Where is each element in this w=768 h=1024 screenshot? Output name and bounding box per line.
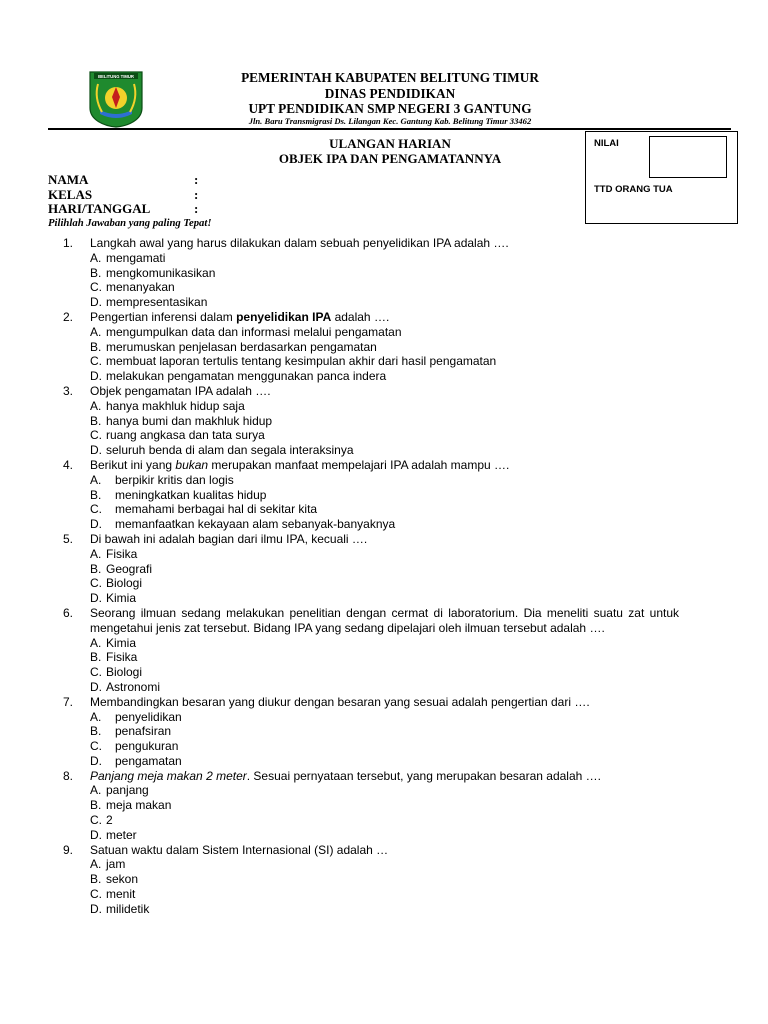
question-text bbox=[90, 310, 679, 325]
letterhead-address: Jln. Baru Transmigrasi Ds. Lilangan Kec. Gantung Kab. Belitung Timur 33462 bbox=[248, 116, 532, 126]
question-text-emphasis: bukan bbox=[175, 457, 209, 472]
option-letter: D. bbox=[90, 679, 102, 694]
option-letter: C. bbox=[90, 576, 102, 591]
option-text: berpikir kritis dan logis bbox=[115, 472, 234, 487]
option-d bbox=[90, 591, 679, 606]
exam-title: ULANGAN HARIAN bbox=[329, 136, 451, 151]
option-text: pengamatan bbox=[115, 753, 182, 768]
option-letter: D. bbox=[90, 827, 102, 842]
question-6 bbox=[63, 606, 679, 695]
option-c bbox=[90, 502, 679, 517]
option-text: jam bbox=[106, 857, 126, 872]
option-letter: D. bbox=[90, 753, 102, 768]
student-class-label: KELAS bbox=[48, 187, 93, 202]
option-text: mengumpulkan data dan informasi melalui pengamatan bbox=[106, 324, 402, 339]
question-text: Seorang ilmuan sedang melakukan penelitian dengan cermat di laboratorium. Dia meneliti suatu zat untuk mengetahui jenis zat tersebut. Bidang IPA yang sedang dipelajari oleh ilmuan tersebut adalah …. bbox=[90, 605, 679, 635]
question-text-emphasis: Panjang meja makan 2 meter bbox=[90, 768, 247, 783]
question-8 bbox=[63, 769, 679, 843]
option-text: hanya makhluk hidup saja bbox=[106, 398, 245, 413]
question-text: Membandingkan besaran yang diukur dengan besaran yang sesuai adalah pengertian dari …. bbox=[90, 694, 590, 709]
question-text: Di bawah ini adalah bagian dari ilmu IPA, kecuali …. bbox=[90, 531, 368, 546]
option-letter: A. bbox=[90, 709, 102, 724]
option-c bbox=[90, 354, 679, 369]
question-list bbox=[63, 236, 679, 917]
option-text: pengukuran bbox=[115, 739, 179, 754]
question-5 bbox=[63, 532, 679, 606]
option-d bbox=[90, 443, 679, 458]
option-letter: A. bbox=[90, 635, 102, 650]
option-text: Fisika bbox=[106, 650, 138, 665]
question-4 bbox=[63, 458, 679, 532]
option-d bbox=[90, 517, 679, 532]
option-letter: A. bbox=[90, 546, 102, 561]
score-label: NILAI bbox=[594, 138, 619, 149]
option-c bbox=[90, 280, 679, 295]
option-text: milidetik bbox=[106, 901, 150, 916]
option-text: Geografi bbox=[106, 561, 153, 576]
option-letter: C. bbox=[90, 739, 102, 754]
option-text: penafsiran bbox=[115, 724, 172, 739]
option-letter: B. bbox=[90, 487, 102, 502]
option-a bbox=[90, 857, 679, 872]
question-9 bbox=[63, 843, 679, 917]
option-text: mengkomunikasikan bbox=[106, 265, 216, 280]
parent-signature-label: TTD ORANG TUA bbox=[594, 184, 673, 195]
option-text: memahami berbagai hal di sekitar kita bbox=[115, 502, 318, 517]
option-text: sekon bbox=[106, 872, 139, 887]
option-letter: C. bbox=[90, 665, 102, 680]
question-number: 7. bbox=[63, 694, 74, 709]
question-text: Langkah awal yang harus dilakukan dalam sebuah penyelidikan IPA adalah …. bbox=[90, 236, 509, 250]
letterhead-divider bbox=[48, 128, 731, 130]
question-text: Objek pengamatan IPA adalah …. bbox=[90, 383, 271, 398]
option-letter: B. bbox=[90, 413, 102, 428]
option-letter: B. bbox=[90, 339, 102, 354]
option-a bbox=[90, 473, 679, 488]
option-text: 2 bbox=[106, 813, 113, 828]
option-letter: C. bbox=[90, 428, 102, 443]
student-name-separator: : bbox=[194, 172, 199, 187]
emblem-lettering: BELITUNG TIMUR bbox=[98, 74, 134, 79]
option-text: penyelidikan bbox=[115, 709, 182, 724]
option-letter: D. bbox=[90, 295, 102, 310]
question-2 bbox=[63, 310, 679, 384]
question-text bbox=[90, 458, 679, 473]
question-text-part: . Sesuai pernyataan tersebut, yang merupakan besaran adalah …. bbox=[246, 768, 601, 783]
question-text-part: adalah …. bbox=[331, 309, 390, 324]
question-text-emphasis: penyelidikan IPA bbox=[236, 309, 332, 324]
option-d bbox=[90, 828, 679, 843]
option-letter: C. bbox=[90, 502, 102, 517]
question-1 bbox=[63, 236, 679, 310]
belitung-timur-emblem bbox=[88, 70, 144, 128]
option-letter: B. bbox=[90, 265, 102, 280]
option-text: seluruh benda di alam dan segala interaksinya bbox=[106, 443, 354, 458]
option-letter: D. bbox=[90, 901, 102, 916]
option-letter: C. bbox=[90, 887, 102, 902]
option-text: Biologi bbox=[106, 665, 143, 680]
letterhead-government: PEMERINTAH KABUPATEN BELITUNG TIMUR bbox=[241, 70, 539, 85]
question-text-part: merupakan manfaat mempelajari IPA adalah mampu …. bbox=[208, 457, 510, 472]
option-letter: A. bbox=[90, 398, 102, 413]
option-a bbox=[90, 325, 679, 340]
option-letter: C. bbox=[90, 813, 102, 828]
option-d bbox=[90, 754, 679, 769]
question-number: 3. bbox=[63, 383, 74, 398]
option-a bbox=[90, 251, 679, 266]
option-b bbox=[90, 650, 679, 665]
option-b bbox=[90, 724, 679, 739]
student-class-separator: : bbox=[194, 187, 199, 202]
option-text: meter bbox=[106, 827, 137, 842]
question-3 bbox=[63, 384, 679, 458]
option-d bbox=[90, 295, 679, 310]
option-c bbox=[90, 887, 679, 902]
option-d bbox=[90, 902, 679, 917]
option-text: Astronomi bbox=[106, 679, 161, 694]
option-b bbox=[90, 266, 679, 281]
option-c bbox=[90, 813, 679, 828]
option-text: merumuskan penjelasan berdasarkan pengamatan bbox=[106, 339, 377, 354]
option-a bbox=[90, 636, 679, 651]
option-text: memanfaatkan kekayaan alam sebanyak-banyaknya bbox=[115, 517, 396, 532]
option-letter: D. bbox=[90, 369, 102, 384]
option-text: Kimia bbox=[106, 635, 137, 650]
question-7 bbox=[63, 695, 679, 769]
option-b bbox=[90, 340, 679, 355]
question-text bbox=[90, 769, 679, 784]
option-b bbox=[90, 488, 679, 503]
option-d bbox=[90, 369, 679, 384]
option-a bbox=[90, 783, 679, 798]
option-a bbox=[90, 399, 679, 414]
letterhead-school: UPT PENDIDIKAN SMP NEGERI 3 GANTUNG bbox=[248, 101, 532, 116]
option-d bbox=[90, 680, 679, 695]
option-letter: A. bbox=[90, 250, 102, 265]
option-text: Kimia bbox=[106, 591, 137, 606]
option-text: membuat laporan tertulis tentang kesimpulan akhir dari hasil pengamatan bbox=[106, 354, 497, 369]
option-text: mempresentasikan bbox=[106, 295, 208, 310]
option-text: ruang angkasa dan tata surya bbox=[106, 428, 265, 443]
option-letter: A. bbox=[90, 857, 102, 872]
question-number: 2. bbox=[63, 309, 74, 324]
instruction: Pilihlah Jawaban yang paling Tepat! bbox=[48, 217, 212, 229]
option-letter: B. bbox=[90, 872, 102, 887]
question-text: Satuan waktu dalam Sistem Internasional (SI) adalah … bbox=[90, 842, 389, 857]
option-letter: D. bbox=[90, 591, 102, 606]
question-number: 4. bbox=[63, 457, 74, 472]
option-letter: A. bbox=[90, 783, 102, 798]
option-letter: A. bbox=[90, 472, 102, 487]
question-text-part: Pengertian inferensi dalam bbox=[90, 309, 237, 324]
exam-subtitle: OBJEK IPA DAN PENGAMATANNYA bbox=[278, 151, 502, 166]
question-text-part: Berikut ini yang bbox=[90, 457, 176, 472]
option-letter: B. bbox=[90, 650, 102, 665]
option-text: meja makan bbox=[106, 798, 172, 813]
option-letter: B. bbox=[90, 724, 102, 739]
option-b bbox=[90, 414, 679, 429]
option-text: Fisika bbox=[106, 546, 138, 561]
question-number: 6. bbox=[63, 605, 74, 620]
option-text: melakukan pengamatan menggunakan panca indera bbox=[106, 369, 387, 384]
option-letter: A. bbox=[90, 324, 102, 339]
option-text: Biologi bbox=[106, 576, 143, 591]
option-letter: D. bbox=[90, 517, 102, 532]
score-field bbox=[649, 136, 727, 178]
question-number: 8. bbox=[63, 768, 74, 783]
option-text: hanya bumi dan makhluk hidup bbox=[106, 413, 273, 428]
student-name-label: NAMA bbox=[48, 172, 89, 187]
option-letter: D. bbox=[90, 443, 102, 458]
option-letter: C. bbox=[90, 354, 102, 369]
option-c bbox=[90, 428, 679, 443]
option-b bbox=[90, 872, 679, 887]
question-number: 1. bbox=[63, 236, 74, 250]
option-b bbox=[90, 562, 679, 577]
option-letter: B. bbox=[90, 561, 102, 576]
option-text: menit bbox=[106, 887, 136, 902]
option-text: menanyakan bbox=[106, 280, 175, 295]
question-number: 9. bbox=[63, 842, 74, 857]
letterhead-agency: DINAS PENDIDIKAN bbox=[324, 86, 456, 101]
option-text: panjang bbox=[106, 783, 149, 798]
option-text: mengamati bbox=[106, 250, 166, 265]
option-c bbox=[90, 739, 679, 754]
option-c bbox=[90, 576, 679, 591]
option-text: meningkatkan kualitas hidup bbox=[115, 487, 267, 502]
option-c bbox=[90, 665, 679, 680]
question-number: 5. bbox=[63, 531, 74, 546]
option-a bbox=[90, 547, 679, 562]
student-date-separator: : bbox=[194, 201, 199, 216]
student-date-label: HARI/TANGGAL bbox=[48, 201, 151, 216]
option-letter: B. bbox=[90, 798, 102, 813]
option-letter: C. bbox=[90, 280, 102, 295]
score-box bbox=[585, 131, 738, 224]
option-b bbox=[90, 798, 679, 813]
option-a bbox=[90, 710, 679, 725]
